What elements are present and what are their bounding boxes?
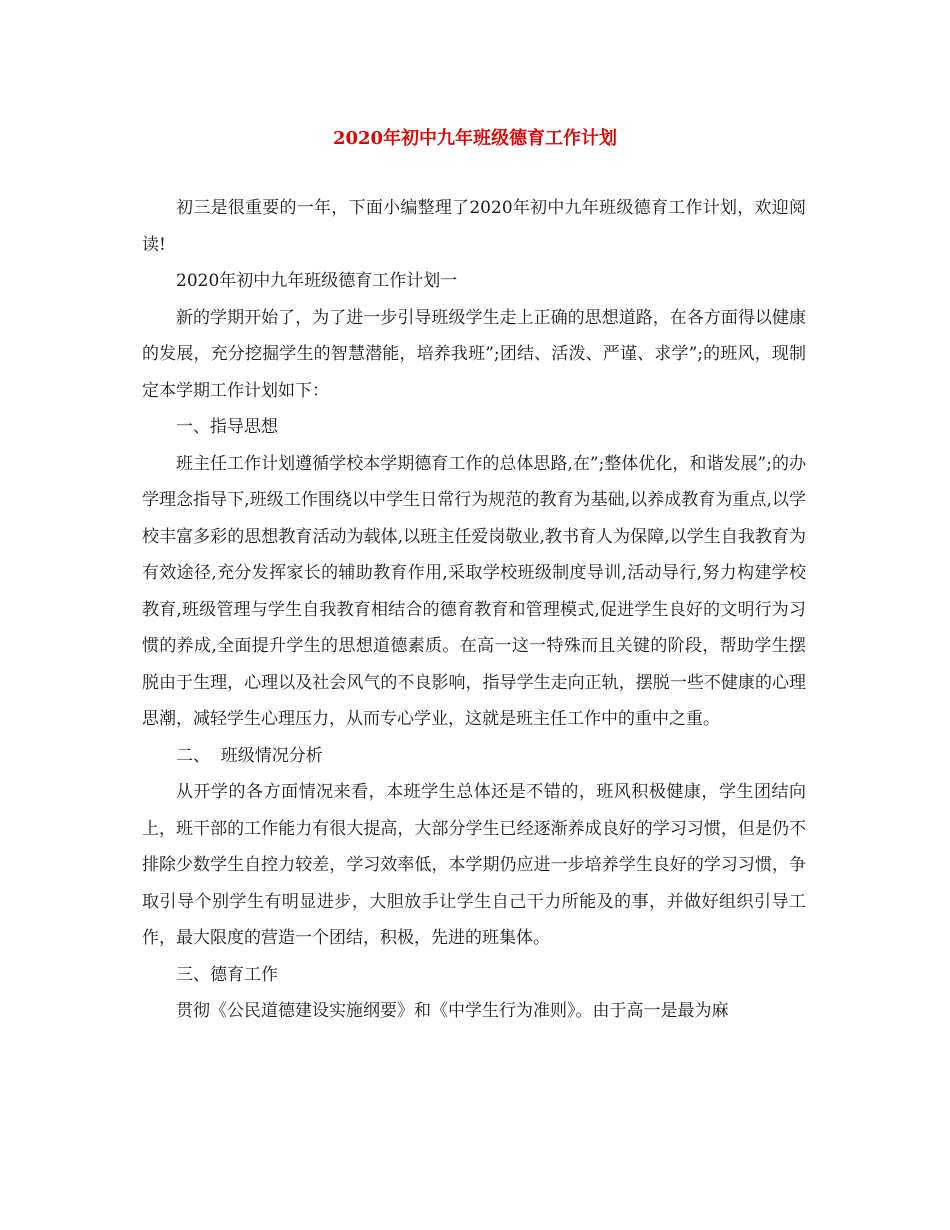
section-heading-guiding-thought: 一、指导思想 <box>176 417 278 437</box>
opening-paragraph: 新的学期开始了，为了进一步引导班级学生走上正确的思想道路，在各方面得以健康的发展，充分挖掘学生的智慧潜能，培养我班”;团结、活泼、严谨、求学”;的班风，现制定本学期工作计划如下： <box>142 307 806 401</box>
moral-education-paragraph: 贯彻《公民道德建设实施纲要》和《中学生行为准则》。由于高一是最为麻 <box>176 1001 729 1021</box>
document-title: 2020年初中九年班级德育工作计划 <box>332 128 618 149</box>
plan-one-heading: 2020年初中九年班级德育工作计划一 <box>176 271 458 291</box>
guiding-thought-paragraph: 班主任工作计划遵循学校本学期德育工作的总体思路,在”;整体优化，和谐发展”;的办学理念指导下,班级工作围绕以中学生日常行为规范的教育为基础,以养成教育为重点,以学校丰富多彩的思想教育活动为载体,以班主任爱岗敬业,教书育人为保障,以学生自我教育为有效途径,充分发挥家长的辅助教育作用,采取学校班级制度导训,活动导行,努力构建学校教育,班级管理与学生自我教育相结合的德育教育和管理模式,促进学生良好的文明行为习惯的养成,全面提升学生的思想道德素质。在高一这一特殊而且关键的阶段，帮助学生摆脱由于生理，心理以及社会风气的不良影响，指导学生走向正轨，摆脱一些不健康的心理思潮，减轻学生心理压力，从而专心学业，这就是班主任工作中的重中之重。 <box>142 453 806 729</box>
section-heading-class-analysis: 二、 班级情况分析 <box>176 745 323 766</box>
intro-paragraph: 初三是很重要的一年，下面小编整理了2020年初中九年班级德育工作计划，欢迎阅读! <box>142 198 806 255</box>
document-body <box>142 190 806 1030</box>
class-analysis-paragraph: 从开学的各方面情况来看，本班学生总体还是不错的，班风积极健康，学生团结向上，班干部的工作能力有很大提高，大部分学生已经逐渐养成良好的学习习惯，但是仍不排除少数学生自控力较差，学习效率低，本学期仍应进一步培养学生良好的学习习惯，争取引导个别学生有明显进步，大胆放手让学生自己干力所能及的事，并做好组织引导工作，最大限度的营造一个团结，积极，先进的班集体。 <box>142 782 806 948</box>
section-heading-moral-education: 三、德育工作 <box>176 964 278 985</box>
